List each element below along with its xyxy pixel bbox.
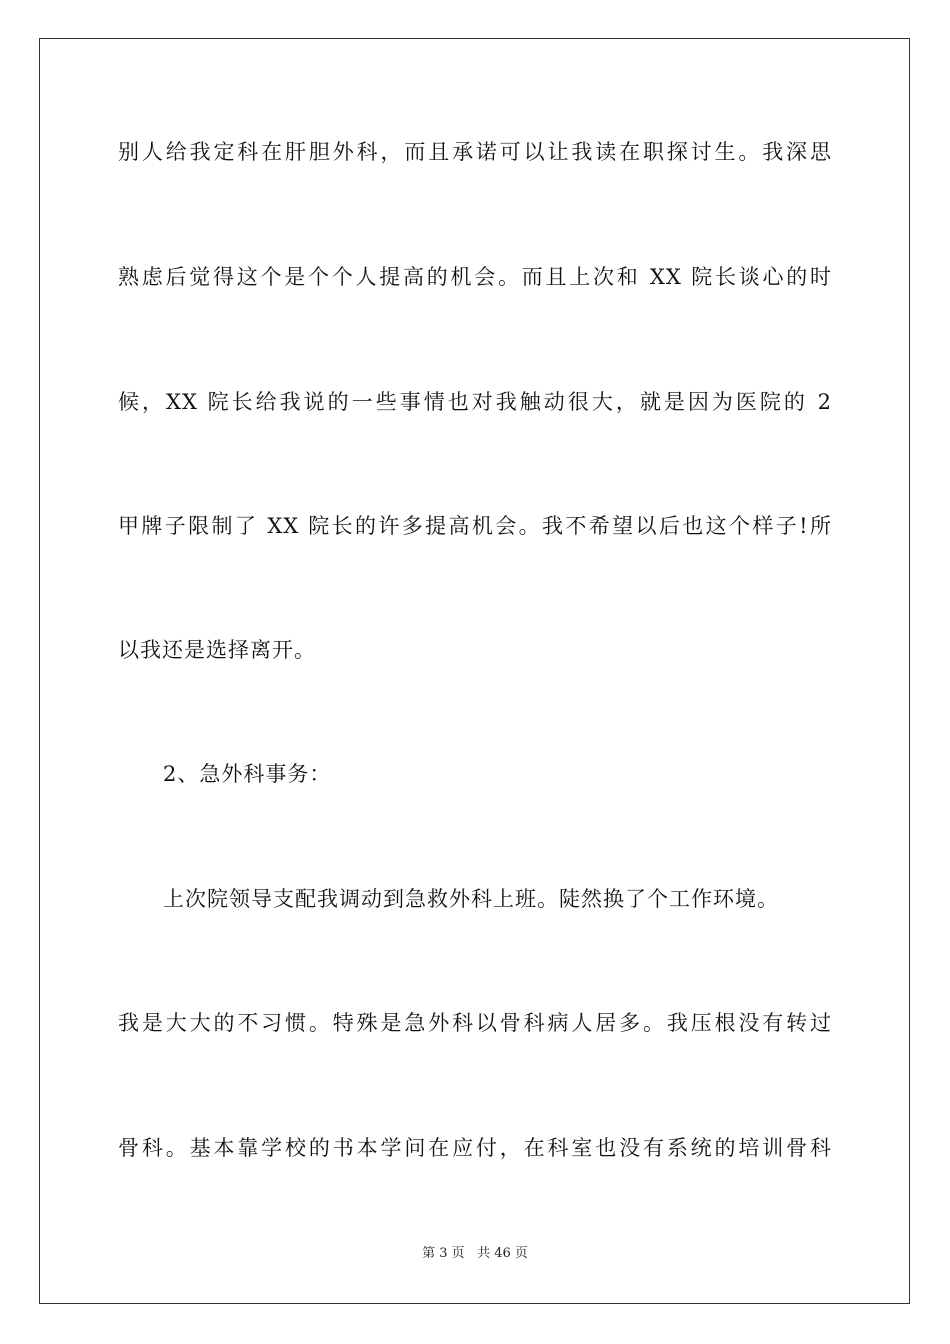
body-text-line-2: 熟虑后觉得这个是个个人提高的机会。而且上次和 XX 院长谈心的时 <box>118 265 832 289</box>
body-text-line-7: 上次院领导支配我调动到急救外科上班。陡然换了个工作环境。 <box>163 887 779 911</box>
body-text-line-5: 以我还是选择离开。 <box>118 638 316 662</box>
body-text-line-1: 别人给我定科在肝胆外科，而且承诺可以让我读在职探讨生。我深思 <box>118 140 832 164</box>
body-text-line-8: 我是大大的不习惯。特殊是急外科以骨科病人居多。我压根没有转过 <box>118 1011 832 1035</box>
body-text-line-4: 甲牌子限制了 XX 院长的许多提高机会。我不希望以后也这个样子!所 <box>118 514 832 538</box>
body-text-line-9: 骨科。基本靠学校的书本学问在应付，在科室也没有系统的培训骨科 <box>118 1136 832 1160</box>
page-total: 共 46 页 <box>477 1246 528 1261</box>
page-number: 第 3 页 <box>422 1246 465 1261</box>
body-text-line-3: 候，XX 院长给我说的一些事情也对我触动很大，就是因为医院的 2 <box>118 390 832 414</box>
section-heading: 2、急外科事务： <box>163 762 332 786</box>
page-footer <box>0 1245 950 1263</box>
page-border <box>39 38 910 1304</box>
